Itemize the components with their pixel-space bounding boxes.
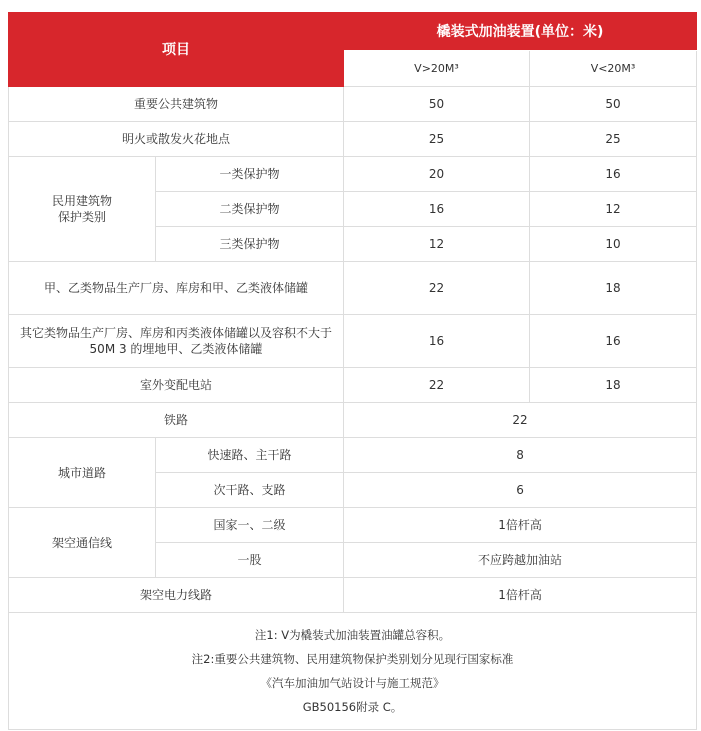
note-line: 注1: V为橇装式加油装置油罐总容积。	[254, 628, 451, 642]
row-label: 室外变配电站	[9, 368, 344, 403]
notes-row	[9, 613, 697, 730]
header-device: 橇装式加油装置(单位：米)	[344, 13, 697, 51]
cell-value: 16	[530, 315, 697, 368]
cell-value: 20	[344, 157, 530, 192]
row-label: 其它类物品生产厂房、库房和丙类液体储罐以及容积不大于 50M 3 的埋地甲、乙类液体储罐	[9, 315, 344, 368]
cell-value: 16	[344, 315, 530, 368]
cell-value: 不应跨越加油站	[344, 543, 697, 578]
row-label: 一股	[156, 543, 344, 578]
table-row	[9, 262, 697, 315]
table-row	[9, 122, 697, 157]
note-line: GB50156附录 C。	[302, 700, 403, 714]
group-label: 民用建筑物 保护类别	[9, 157, 156, 262]
cell-value: 16	[530, 157, 697, 192]
cell-value: 16	[344, 192, 530, 227]
cell-value: 6	[344, 473, 697, 508]
table-row	[9, 315, 697, 368]
row-label: 三类保护物	[156, 227, 344, 262]
row-label: 国家一、二级	[156, 508, 344, 543]
header-item: 项目	[9, 13, 344, 87]
cell-value: 22	[344, 368, 530, 403]
row-label: 甲、乙类物品生产厂房、库房和甲、乙类液体储罐	[9, 262, 344, 315]
cell-value: 1倍杆高	[344, 508, 697, 543]
cell-value: 18	[530, 368, 697, 403]
cell-value: 22	[344, 262, 530, 315]
row-label: 重要公共建筑物	[9, 87, 344, 122]
cell-value: 12	[530, 192, 697, 227]
note-line: 注2:重要公共建筑物、民用建筑物保护类别划分见现行国家标准	[191, 652, 514, 666]
row-label: 架空电力线路	[9, 578, 344, 613]
distance-table	[8, 12, 697, 730]
cell-value: 50	[344, 87, 530, 122]
table-row	[9, 438, 697, 473]
row-label: 二类保护物	[156, 192, 344, 227]
notes	[9, 613, 697, 730]
header-v-lt: V<20M³	[530, 51, 697, 87]
group-label: 架空通信线	[9, 508, 156, 578]
note-line: 《汽车加油加气站设计与施工规范》	[260, 676, 445, 690]
row-label: 次干路、支路	[156, 473, 344, 508]
group-label: 城市道路	[9, 438, 156, 508]
table-row	[9, 157, 697, 192]
row-label: 快速路、主干路	[156, 438, 344, 473]
table-row	[9, 87, 697, 122]
table-row	[9, 578, 697, 613]
cell-value: 22	[344, 403, 697, 438]
header-v-gt: V>20M³	[344, 51, 530, 87]
cell-value: 25	[344, 122, 530, 157]
table-row	[9, 368, 697, 403]
cell-value: 18	[530, 262, 697, 315]
cell-value: 25	[530, 122, 697, 157]
row-label: 铁路	[9, 403, 344, 438]
table-row	[9, 508, 697, 543]
cell-value: 8	[344, 438, 697, 473]
cell-value: 12	[344, 227, 530, 262]
row-label: 一类保护物	[156, 157, 344, 192]
cell-value: 10	[530, 227, 697, 262]
cell-value: 50	[530, 87, 697, 122]
row-label: 明火或散发火花地点	[9, 122, 344, 157]
cell-value: 1倍杆高	[344, 578, 697, 613]
table-row	[9, 403, 697, 438]
